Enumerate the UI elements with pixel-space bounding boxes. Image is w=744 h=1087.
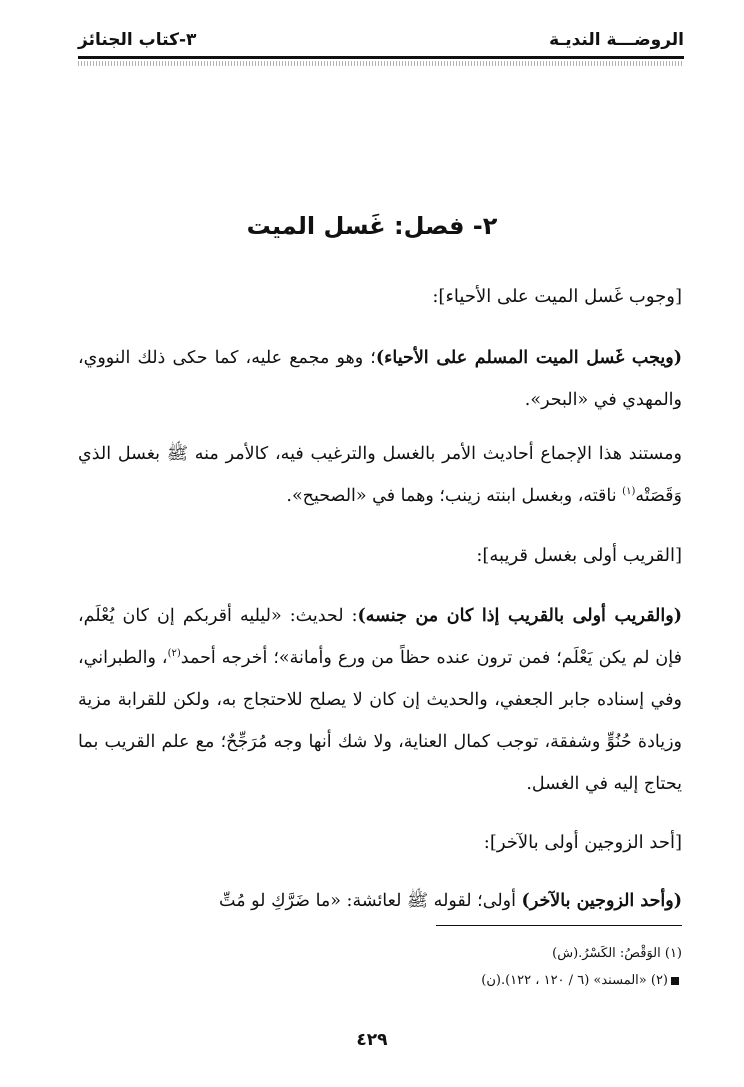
footnote-ref-2: (٢) bbox=[167, 648, 181, 660]
subheading-spouse-priority: [أحد الزوجين أولى بالآخر]: bbox=[483, 832, 682, 853]
page-number: ٤٢٩ bbox=[356, 1030, 388, 1050]
paragraph-relative-priority bbox=[78, 595, 682, 805]
matn-text: (ويجب غَسل الميت المسلم على الأحياء) bbox=[375, 348, 683, 368]
commentary-text: أولى؛ لقوله ﷺ لعائشة: «ما ضَرَّكِ لو مُتِّ bbox=[219, 891, 522, 911]
matn-text: (والقريب أولى بالقريب إذا كان من جنسه) bbox=[357, 606, 682, 626]
subheading-washing-obligation: [وجوب غَسل الميت على الأحياء]: bbox=[432, 286, 682, 307]
commentary-text: ومستند هذا الإجماع أحاديث الأمر بالغسل والترغيب فيه، كالأمر منه ﷺ بغسل الذي وَقَصَتْه bbox=[78, 444, 682, 506]
footnote-2-text: (٢) «المسند» (٦ / ١٢٠ ، ١٢٢).(ن) bbox=[481, 973, 668, 988]
commentary-text: ؛ وهو مجمع عليه، كما حكى ذلك النووي، والمهدي في «البحر». bbox=[78, 348, 682, 410]
footnote-2 bbox=[300, 967, 682, 994]
paragraph-washing-obligation bbox=[78, 337, 682, 421]
commentary-text: ، والطبراني، وفي إسناده جابر الجعفي، والحديث إن كان لا يصلح للاحتجاج به، ولكن للقرابة مزية وزيادة حُنُوٍّ وشفقة، توجب كمال العناية، ولا شك أنها وجه مُرَجِّحٌ؛ مع علم القريب بما يحتاج إليه في الغسل. bbox=[78, 648, 682, 794]
square-mark-icon bbox=[671, 977, 679, 985]
chapter-name: ٣-كتاب الجنائز bbox=[78, 30, 197, 50]
commentary-text: : لحديث: «ليليه أقربكم إن كان يُعْلَم، فإن لم يكن يَعْلَم؛ فمن ترون عنده حظاً من ورع وأمانة»؛ أخرجه أحمد bbox=[78, 606, 682, 668]
footnote-1: (١) الوَقْصُ: الكَسْرُ.(ش) bbox=[552, 946, 682, 961]
footnotes bbox=[300, 940, 682, 994]
paragraph-spouse-priority bbox=[78, 880, 682, 922]
header-hatch-rule bbox=[78, 61, 684, 66]
book-title: الروضـــة النديـة bbox=[549, 30, 684, 50]
matn-text: (وأحد الزوجين بالآخر) bbox=[521, 891, 682, 911]
header-rule bbox=[78, 56, 684, 59]
paragraph-consensus-basis bbox=[78, 433, 682, 517]
running-head bbox=[78, 30, 684, 54]
commentary-text: ناقته، وبغسل ابنته زينب؛ وهما في «الصحيح». bbox=[286, 486, 623, 506]
footnote-ref-1: (١) bbox=[622, 486, 636, 498]
subheading-relative-priority: [القريب أولى بغسل قريبه]: bbox=[476, 545, 682, 566]
section-title: ٢- فصل: غَسل الميت bbox=[246, 212, 498, 240]
footnote-rule bbox=[436, 925, 682, 926]
